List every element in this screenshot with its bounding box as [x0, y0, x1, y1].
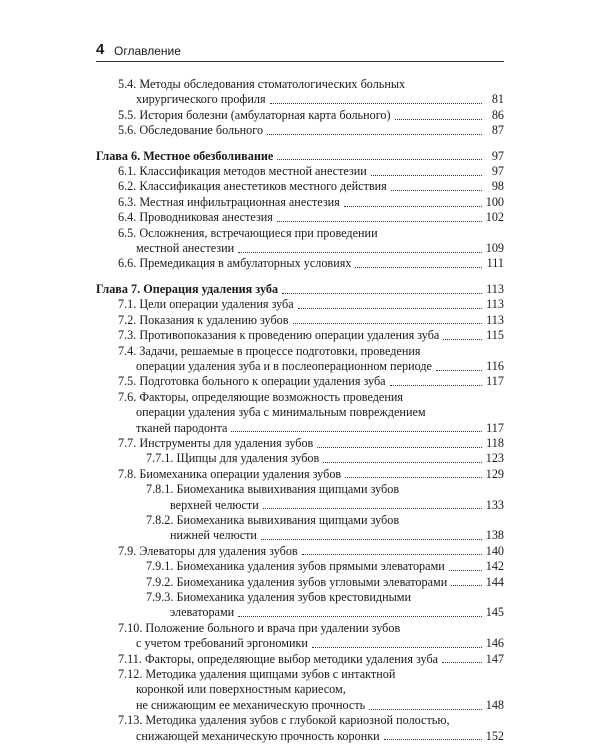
toc-entry-title: не снижающим ее механическую прочность [136, 697, 366, 712]
toc-entry-title: 6.3. Местная инфильтрационная анестезия [118, 194, 340, 209]
toc-entry-title: 7.5. Подготовка больного к операции удаления зуба [118, 374, 386, 389]
toc-entry [96, 313, 504, 328]
toc-entry-title: 7.8. Биомеханика операции удаления зубов [118, 466, 342, 481]
dot-leader [442, 661, 482, 663]
dot-leader [238, 251, 482, 253]
toc-entry [96, 297, 504, 312]
toc-entry-title: 7.2. Показания к удалению зубов [118, 312, 289, 327]
toc-entry [96, 467, 504, 482]
dot-leader [390, 384, 482, 386]
toc-entry-title: верхней челюсти [170, 497, 259, 512]
dot-leader [369, 708, 481, 710]
toc-line [96, 226, 504, 241]
toc-line [96, 682, 504, 697]
toc-line [96, 123, 504, 138]
page-header [96, 40, 504, 60]
dot-leader [302, 553, 482, 555]
toc-entry-title: 7.9.3. Биомеханика удаления зубов крестовидными [146, 590, 412, 604]
dot-leader [231, 430, 482, 432]
toc-entry [96, 713, 504, 744]
toc-page-number: 118 [486, 435, 504, 450]
toc-entry-title: 5.5. История болезни (амбулаторная карта больного) [118, 107, 391, 122]
dot-leader [238, 615, 482, 617]
toc-entry [96, 256, 504, 271]
toc-entry-title: 7.13. Методика удаления зубов с глубокой кариозной полостью, [118, 713, 450, 728]
dot-leader [344, 205, 482, 207]
toc-line [96, 698, 504, 713]
toc-entry-title: Глава 7. Операция удаления зуба [96, 281, 279, 296]
toc-entry [96, 77, 504, 108]
dot-leader [443, 338, 482, 340]
toc-line [96, 605, 504, 620]
toc-page-number: 113 [486, 297, 504, 312]
dot-leader [449, 569, 482, 571]
dot-leader [323, 461, 481, 463]
toc-line [96, 282, 504, 297]
toc-entry-title: 5.4. Методы обследования стоматологических больных [118, 77, 406, 91]
toc-line [96, 636, 504, 651]
toc-entry-title: элеваторами [170, 605, 235, 620]
dot-leader [451, 584, 481, 586]
toc-entry-title: 6.6. Премедикация в амбулаторных условиях [118, 256, 352, 271]
toc-entry-title: 7.11. Факторы, определяющие выбор методики удаления зуба [118, 651, 439, 666]
header-rule [96, 61, 504, 62]
toc-page-number: 123 [485, 451, 504, 466]
toc-line [96, 374, 504, 389]
toc-entry-title: 6.5. Осложнения, встречающиеся при проведении [118, 225, 378, 240]
toc-page-number: 129 [485, 466, 504, 481]
toc-entry [96, 590, 504, 621]
toc-entry-title: снижающей механическую прочность коронки [136, 728, 380, 743]
toc-line [96, 92, 504, 107]
dot-leader [282, 292, 482, 294]
toc-entry-title: 7.9.1. Биомеханика удаления зубов прямыми элеваторами [146, 559, 445, 574]
dot-leader [395, 118, 482, 120]
toc-entry [96, 210, 504, 225]
toc-line [96, 559, 504, 574]
toc-entry-title: с учетом требований эргономики [136, 636, 308, 651]
toc-page-number: 87 [491, 123, 504, 138]
dot-leader [277, 158, 482, 160]
toc-line [96, 575, 504, 590]
toc-entry-title: 7.12. Методика удаления щипцами зубов с интактной [118, 667, 396, 682]
toc-page-number: 117 [486, 420, 504, 435]
toc-entry-title: 5.6. Обследование больного [118, 123, 264, 138]
toc-line [96, 528, 504, 543]
toc-page-number: 142 [485, 559, 504, 574]
toc-entry-title: операции удаления зуба с минимальным повреждением [136, 405, 426, 420]
toc-line [96, 729, 504, 744]
toc-line [96, 149, 504, 164]
toc-entry-title: 7.8.2. Биомеханика вывихивания щипцами зубов [146, 512, 400, 527]
dot-leader [317, 446, 482, 448]
toc-line [96, 405, 504, 420]
toc-line [96, 210, 504, 225]
toc-page-number: 98 [491, 179, 504, 194]
toc-line [96, 313, 504, 328]
toc-entry [96, 513, 504, 544]
toc-line [96, 621, 504, 636]
toc-entry [96, 123, 504, 138]
dot-leader [436, 369, 482, 371]
dot-leader [263, 507, 482, 509]
toc-page-number: 86 [491, 107, 504, 122]
toc-line [96, 164, 504, 179]
toc-entry-title: 6.4. Проводниковая анестезия [118, 210, 273, 225]
toc-entry-title: местной анестезии [136, 241, 235, 256]
toc-line [96, 297, 504, 312]
toc-entry-title: 6.2. Классификация анестетиков местного действия [118, 179, 387, 194]
toc-entry [96, 544, 504, 559]
toc-entry [96, 559, 504, 574]
toc-entry [96, 667, 504, 713]
dot-leader [371, 174, 482, 176]
toc-entry-title: 7.9.2. Биомеханика удаления зубов угловыми элеваторами [146, 574, 448, 589]
toc-line [96, 77, 504, 92]
toc-page-number: 133 [485, 497, 504, 512]
toc-line [96, 451, 504, 466]
toc-entry-title: тканей пародонта [136, 420, 228, 435]
toc-page-number: 113 [486, 312, 504, 327]
toc-entry [96, 482, 504, 513]
toc-entry-title: 7.8.1. Биомеханика вывихивания щипцами зубов [146, 482, 400, 497]
toc-page-number: 145 [485, 605, 504, 620]
toc-page-number: 97 [491, 148, 504, 163]
toc-entry [96, 390, 504, 436]
toc-page-number: 97 [491, 164, 504, 179]
toc-page-number: 148 [485, 697, 504, 712]
toc-line [96, 390, 504, 405]
toc-entry [96, 436, 504, 451]
toc-line [96, 467, 504, 482]
toc-entry [96, 621, 504, 652]
dot-leader [298, 307, 482, 309]
toc-line [96, 421, 504, 436]
toc-entry-title: хирургического профиля [136, 92, 266, 107]
toc-entry-title: 7.7. Инструменты для удаления зубов [118, 435, 314, 450]
toc-page-number: 117 [486, 374, 504, 389]
toc-entry [96, 451, 504, 466]
toc-entry [96, 195, 504, 210]
toc-line [96, 344, 504, 359]
toc-line [96, 359, 504, 374]
toc-entry-title: операции удаления зуба и в послеоперационном периоде [136, 358, 432, 373]
toc-page-number: 115 [486, 328, 504, 343]
toc-entry [96, 328, 504, 343]
toc-line [96, 513, 504, 528]
toc-line [96, 241, 504, 256]
dot-leader [312, 646, 482, 648]
toc-line [96, 590, 504, 605]
toc-line [96, 498, 504, 513]
toc-page-number: 138 [485, 528, 504, 543]
toc-entry-title: 7.7.1. Щипцы для удаления зубов [146, 451, 320, 466]
toc-line [96, 108, 504, 123]
toc-entry-title: Глава 6. Местное обезболивание [96, 148, 274, 163]
dot-leader [270, 102, 482, 104]
toc-line [96, 328, 504, 343]
toc-entry [96, 179, 504, 194]
dot-leader [355, 266, 482, 268]
toc-entry-title: 6.1. Классификация методов местной анестезии [118, 164, 367, 179]
toc-entry [96, 108, 504, 123]
toc-entry-title: 7.9. Элеваторы для удаления зубов [118, 543, 298, 558]
toc-page-number: 146 [485, 636, 504, 651]
dot-leader [384, 738, 482, 740]
toc-entry [96, 374, 504, 389]
toc-entry-title: 7.10. Положение больного и врача при удалении зубов [118, 620, 401, 635]
toc-entry-title: 7.1. Цели операции удаления зуба [118, 297, 294, 312]
dot-leader [267, 133, 482, 135]
toc-entry-title: 7.3. Противопоказания к проведению операции удаления зуба [118, 328, 440, 343]
dot-leader [345, 476, 482, 478]
toc-entry [96, 575, 504, 590]
toc-line [96, 544, 504, 559]
toc-entry-title: нижней челюсти [170, 528, 257, 543]
running-head: Оглавление [114, 44, 181, 58]
toc-page-number: 111 [486, 256, 504, 271]
toc-page-number: 144 [485, 574, 504, 589]
dot-leader [293, 322, 482, 324]
toc-page-number: 152 [485, 728, 504, 743]
toc-entry-title: 7.4. Задачи, решаемые в процессе подготовки, проведения [118, 343, 421, 358]
toc-entry [96, 344, 504, 375]
dot-leader [277, 220, 482, 222]
toc-line [96, 482, 504, 497]
page-number: 4 [96, 41, 105, 58]
toc-chapter [96, 282, 504, 297]
toc-page-number: 140 [485, 543, 504, 558]
toc-line [96, 667, 504, 682]
toc-page-number: 100 [485, 194, 504, 209]
toc-entry [96, 652, 504, 667]
toc-page-number: 113 [486, 281, 504, 296]
toc-entry-title: коронкой или поверхностным кариесом, [136, 682, 346, 697]
toc-page-number: 147 [485, 651, 504, 666]
toc-line [96, 179, 504, 194]
toc-entry-title: 7.6. Факторы, определяющие возможность проведения [118, 389, 403, 404]
toc-page-number: 116 [486, 358, 504, 373]
toc-line [96, 713, 504, 728]
dot-leader [391, 189, 482, 191]
toc-page-number: 81 [491, 92, 504, 107]
toc-page-number: 102 [485, 210, 504, 225]
toc-page-number: 109 [485, 241, 504, 256]
table-of-contents [96, 77, 504, 744]
toc-line [96, 652, 504, 667]
toc-line [96, 436, 504, 451]
toc-line [96, 195, 504, 210]
toc-entry [96, 164, 504, 179]
toc-chapter [96, 149, 504, 164]
toc-entry [96, 226, 504, 257]
dot-leader [261, 538, 482, 540]
toc-line [96, 256, 504, 271]
